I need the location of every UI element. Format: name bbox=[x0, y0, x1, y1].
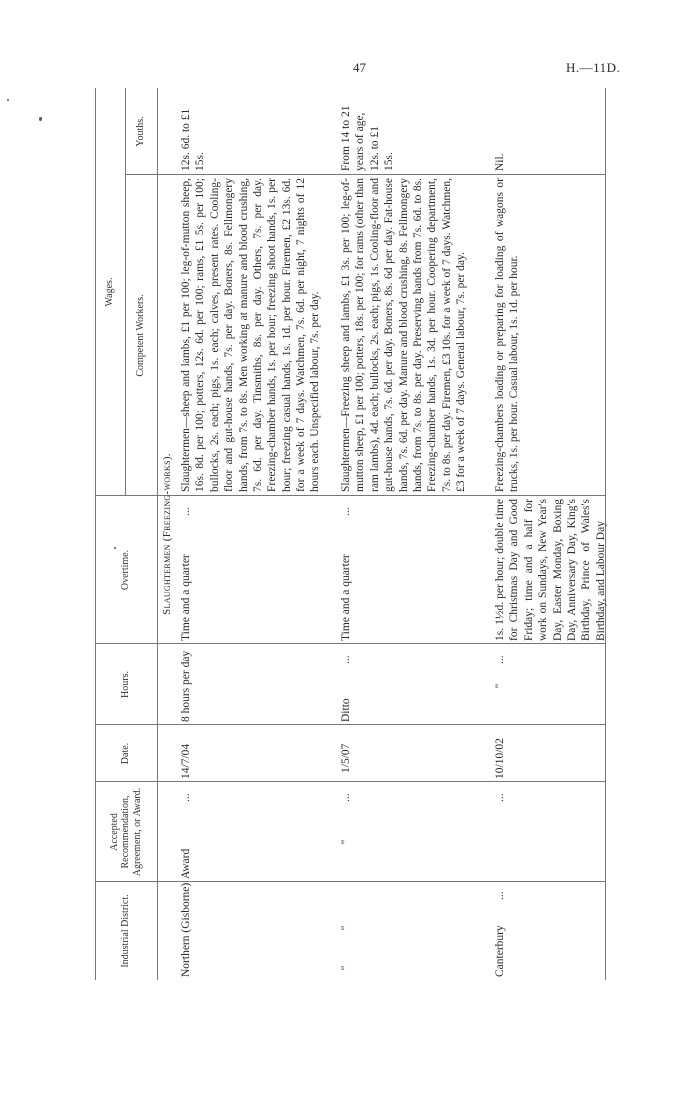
row2-hours-dots: ... bbox=[340, 655, 352, 664]
row3-district-dots: ... bbox=[494, 891, 506, 900]
row1-date: 14/7/04 bbox=[180, 743, 192, 779]
row1-hours: 8 hours per day bbox=[180, 650, 192, 722]
row2-accepted-dots: ... bbox=[340, 793, 352, 802]
header-district-label: Industrial District. bbox=[120, 894, 132, 968]
row2-district-ditto: " bbox=[340, 925, 352, 931]
header-date-label: Date. bbox=[120, 742, 132, 765]
scan-speck bbox=[39, 117, 42, 121]
header-wages bbox=[95, 88, 125, 496]
row1-overtime: Time and a quarter bbox=[180, 554, 192, 641]
row1-accepted-dots: ... bbox=[180, 793, 192, 802]
row3-date: 10/10/02 bbox=[494, 738, 506, 779]
row2-hours: Ditto bbox=[340, 698, 352, 722]
table-header-rule bbox=[157, 88, 158, 980]
header-youths-label: Youths. bbox=[135, 116, 147, 147]
row2-competent: Slaughtermen—Freezing sheep and lambs, £1 3s. per 100; leg-of-mutton sheep, £1 per 100; potters, 18s. per 100; for rams (other than ram lambs), 4d. each; bullocks, 2s. each; pigs, 1s. Cooling-floor and gut-house hands, 7s. 6d. per day. Boners, 8s. 6d per day. Fat-house hands, 7s. 6d. per day. Manure and blood crushing, 8s. Fellmongery hands, from 7s. to 8s. per day. Preserving hands from 7s. 6d. to 8s. Freezing-chamber hands, 1s. 3d. per hour. Coopering department, 7s. to 8s. per day. Firemen, £3 10s. for a week of 7 days. Watchmen, £3 for a week of 7 days. General labour, 7s. per day. bbox=[340, 178, 467, 492]
row2-accepted: " bbox=[340, 839, 352, 845]
wages-table bbox=[95, 88, 605, 980]
row3-hours-dots: ... bbox=[494, 655, 506, 664]
row1-overtime-dots: ... bbox=[180, 507, 192, 516]
row3-hours: " bbox=[494, 683, 506, 689]
scan-speck bbox=[7, 99, 9, 101]
row2-district: " bbox=[340, 965, 352, 971]
row3-competent: Freezing-chambers loading or preparing for loading of wagons or trucks, 1s. per hour. Casual labour, 1s. 1d. per hour. bbox=[494, 178, 521, 492]
section-title: Slaughtermen (Freezing-works). bbox=[161, 453, 173, 615]
header-accepted bbox=[95, 782, 157, 882]
document-reference: H.—11D. bbox=[566, 60, 621, 75]
row3-youths: Nil. bbox=[494, 153, 506, 171]
row2-overtime: Time and a quarter bbox=[340, 554, 352, 641]
row1-competent: Slaughtermen—sheep and lambs, £1 per 100; leg-of-mutton sheep, 16s. 8d. per 100; potters, 12s. 6d. per 100; rams, £1 5s. per 100; bullocks, 2s. each; pigs, 1s. each; calves, present rates. Cooling-floor and gut-house hands, 7s. per day. Boners, 8s. Fellmongery hands, from 7s. to 8s. Men working at manure and blood crushing, 7s. 6d. per day. Tinsmiths, 8s. per day. Others, 7s. per day. Freezing-chamber hands, 1s. per hour; freezing shoot hands, 1s. per hour; freezing casual hands, 1s. 1d. per hour. Firemen, £2 13s. 6d. for a week of 7 days. Watchmen, 7s. 6d. per night, 7 nights of 12 hours each. Unspecified labour, 7s. per day. bbox=[180, 178, 322, 492]
header-date bbox=[95, 725, 157, 782]
header-competent-label: Competent Workers. bbox=[135, 294, 147, 377]
row3-district: Canterbury bbox=[494, 925, 506, 977]
row1-youths: 12s. 6d. to £1 15s. bbox=[180, 108, 207, 171]
row2-date: 1/5/07 bbox=[340, 743, 352, 773]
row3-overtime: 1s. 1½d. per hour; double time for Christmas Day and Good Friday; time and a half for work on Sundays, New Year's Day, Easter Monday, Boxing Day, Anniversary Day, King's Birthday, Prince of Wales's Birthday, and Labour Day bbox=[494, 499, 607, 641]
header-wages-label: Wages. bbox=[104, 277, 116, 307]
header-youths bbox=[125, 88, 157, 175]
row1-accepted: Award bbox=[180, 848, 192, 879]
header-overtime-label: Overtime. bbox=[120, 549, 132, 591]
header-competent bbox=[125, 175, 157, 496]
header-accepted-label: Accepted Recommendation, Agreement, or Award. bbox=[108, 787, 143, 877]
row2-youths: From 14 to 21 years of age, 12s. to £1 15s. bbox=[340, 105, 396, 171]
header-overtime bbox=[95, 496, 157, 644]
page-number: 47 bbox=[353, 60, 366, 75]
row3-accepted-dots: ... bbox=[494, 793, 506, 802]
header-hours-label: Hours. bbox=[120, 671, 132, 698]
header-district bbox=[95, 882, 157, 980]
row1-district: Northern (Gisborne) bbox=[180, 883, 192, 977]
col-sep bbox=[125, 174, 605, 175]
row2-overtime-dots: ... bbox=[340, 507, 352, 516]
header-hours bbox=[95, 644, 157, 725]
